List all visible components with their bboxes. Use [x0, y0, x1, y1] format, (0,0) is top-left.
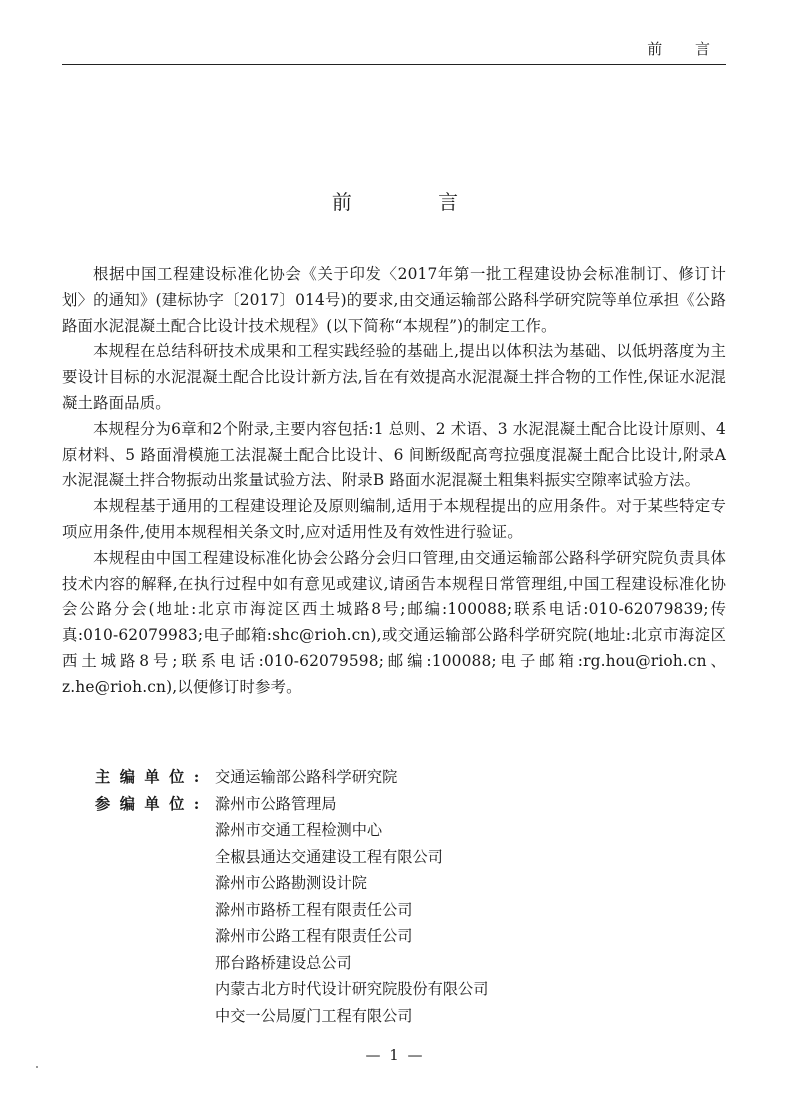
page-title: 前 言	[331, 190, 499, 214]
chief-unit-name: 交通运输部公路科学研究院	[215, 768, 398, 786]
paragraph: 本规程由中国工程建设标准化协会公路分会归口管理,由交通运输部公路科学研究院负责具体技术内容的解释,在执行过程中如有意见或建议,请函告本规程日常管理组,中国工程建设标准化协会公路分会(地址:北京市海淀区西土城路8号;邮编:100088;联系电话:010-62079839;传真:010-62079983;电子邮箱:shc@rioh.cn),或交通运输部公路科学研究院(地址:北京市海淀区西土城路8号;联系电话:010-62079598;邮编:100088;电子邮箱:rg.hou@rioh.cn、z.he@rioh.cn),以便修订时参考。	[62, 548, 726, 696]
paragraph: 本规程基于通用的工程建设理论及原则编制,适用于本规程提出的应用条件。对于某些特定专项应用条件,使用本规程相关条文时,应对适用性及有效性进行验证。	[62, 497, 726, 541]
drafting-units	[95, 764, 695, 1029]
paragraph: 根据中国工程建设标准化协会《关于印发〈2017年第一批工程建设协会标准制订、修订计划〉的通知》(建标协字〔2017〕014号)的要求,由交通运输部公路科学研究院等单位承担《公路路面水泥混凝土配合比设计技术规程》(以下简称“本规程”)的制定工作。	[62, 265, 726, 335]
list-item: 滁州市路桥工程有限责任公司	[215, 900, 413, 919]
page-number: — 1 —	[365, 1046, 425, 1064]
participating-units-list	[215, 791, 695, 1030]
running-head: 前 言	[647, 40, 724, 58]
header-rule	[62, 64, 726, 65]
list-item: 滁州市公路管理局	[215, 794, 337, 813]
list-item: 中交一公局厦门工程有限公司	[215, 1006, 413, 1025]
list-item: 滁州市交通工程检测中心	[215, 821, 383, 839]
list-item: 滁州市公路勘测设计院	[215, 874, 367, 892]
list-item: 邢台路桥建设总公司	[215, 953, 352, 972]
chief-unit-label: 主编单位:	[95, 768, 209, 786]
preface-body	[62, 262, 726, 701]
scan-speck	[36, 1066, 38, 1068]
list-item: 全椒县通达交通建设工程有限公司	[215, 847, 443, 866]
participating-units-label: 参编单位:	[95, 794, 209, 813]
participating-units-row	[95, 791, 695, 1030]
list-item: 内蒙古北方时代设计研究院股份有限公司	[215, 980, 489, 998]
list-item: 滁州市公路工程有限责任公司	[215, 927, 413, 945]
chief-unit-row	[95, 764, 695, 791]
paragraph: 本规程分为6章和2个附录,主要内容包括:1 总则、2 术语、3 水泥混凝土配合比设计原则、4 原材料、5 路面滑模施工法混凝土配合比设计、6 间断级配高弯拉强度混凝土配合比设计,附录A 水泥混凝土拌合物振动出浆量试验方法、附录B 路面水泥混凝土粗集料振实空隙率试验方法。	[62, 419, 726, 490]
paragraph: 本规程在总结科研技术成果和工程实践经验的基础上,提出以体积法为基础、以低坍落度为主要设计目标的水泥混凝土配合比设计新方法,旨在有效提高水泥混凝土拌合物的工作性,保证水泥混凝土路面品质。	[62, 342, 726, 412]
